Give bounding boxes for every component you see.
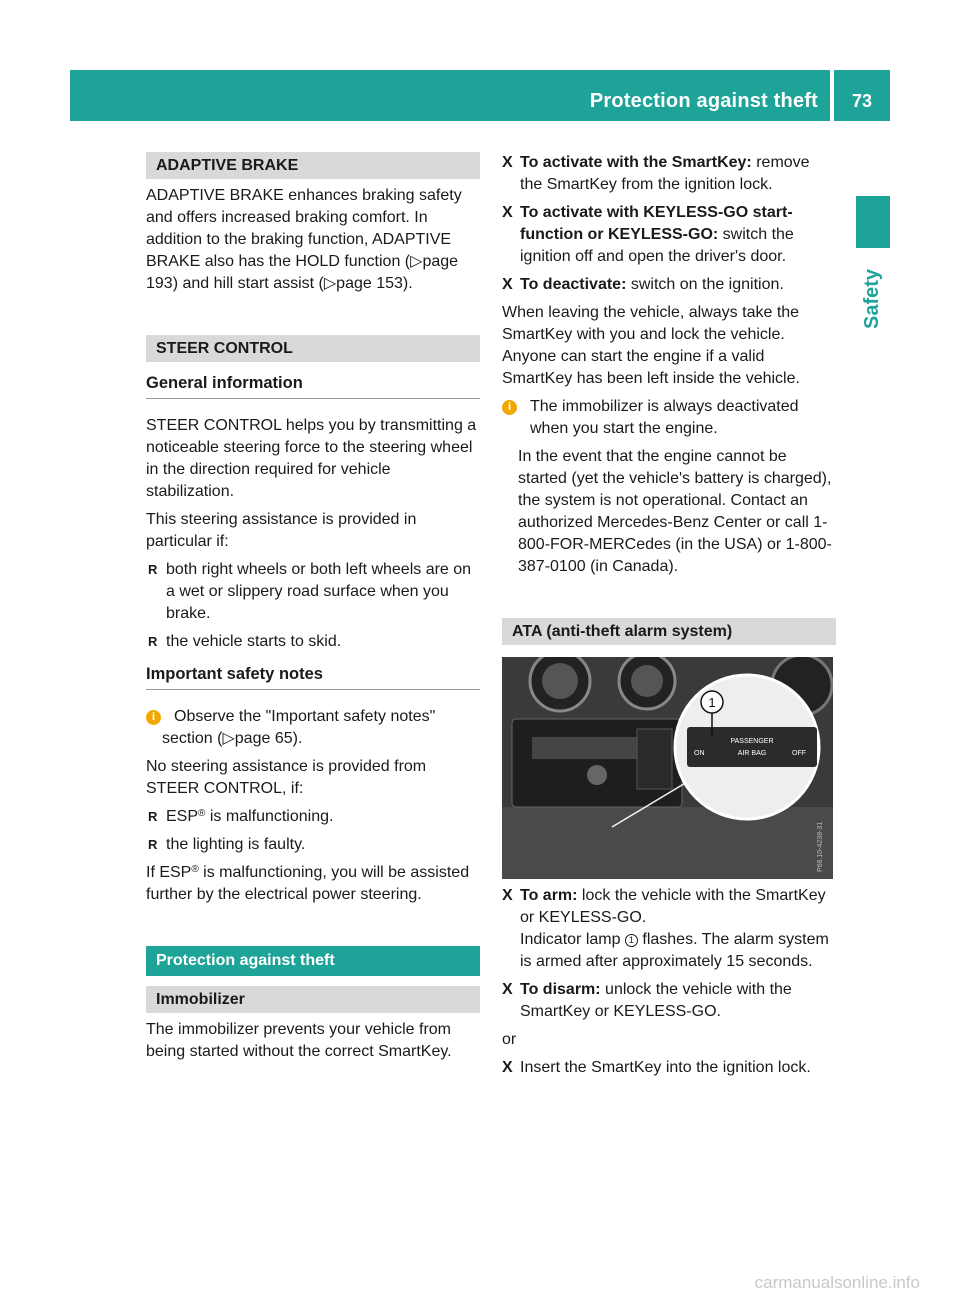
right-column <box>502 152 836 1079</box>
figure-label-on: ON <box>694 750 705 757</box>
leaving-vehicle-body: When leaving the vehicle, always take the SmartKey with you and lock the vehicle. Anyone can start the engine if a valid SmartKey has been left inside the vehicle. <box>502 304 800 387</box>
section-heading-protection-against-theft: Protection against theft <box>146 946 480 976</box>
page-ref-link[interactable]: page 153 <box>336 275 403 292</box>
list-item: R both right wheels or both left wheels are on a wet or slippery road surface when you brake. <box>148 561 472 622</box>
step-arrow-icon: X <box>502 204 513 221</box>
page-number: 73 <box>851 91 873 111</box>
page-ref-link[interactable]: page 65 <box>234 730 293 747</box>
step-arrow-icon: X <box>502 1059 513 1076</box>
step-item: X To arm: lock the vehicle with the SmartKey or KEYLESS-GO. Indicator lamp 1 flashes. The alarm system is armed after approximately 15 seconds. <box>502 887 829 970</box>
left-column <box>146 152 480 1063</box>
list-item: R ESP® is malfunctioning. <box>146 806 480 828</box>
step-item: X To deactivate: switch on the ignition. <box>502 274 836 296</box>
step-arrow-icon: X <box>502 154 513 171</box>
info-note: i The immobilizer is always deactivated when you start the engine. In the event that the engine cannot be started (yet the vehicle's battery is charged), the system is not operational. Contact an authorized Mercedes-Benz Center or call 1-800-FOR-MERCedes (in the USA) or 1-800-387-0100 (in Canada). <box>502 396 836 578</box>
side-tab <box>856 196 890 248</box>
subheading-important-safety-notes: Important safety notes <box>146 663 480 690</box>
figure-code: P68.10-4238-31 <box>817 821 824 872</box>
step-item: X To activate with KEYLESS-GO start-function or KEYLESS-GO: switch the ignition off and open the driver's door. <box>502 204 794 265</box>
step-item: X To disarm: unlock the vehicle with the SmartKey or KEYLESS-GO. <box>502 981 792 1020</box>
no-assist-body: No steering assistance is provided from STEER CONTROL, if: <box>146 758 427 797</box>
ref-arrow-icon: ▷ <box>410 253 423 270</box>
steer-assist-body: This steering assistance is provided in particular if: <box>146 511 417 550</box>
info-icon: i <box>146 710 161 725</box>
or-text: or <box>502 1031 517 1048</box>
page-number-box <box>834 70 890 121</box>
section-heading-steer-control: STEER CONTROL <box>146 335 480 362</box>
steer-control-body: STEER CONTROL helps you by transmitting a noticeable steering force to the steering wheel in the direction required for vehicle stabilization. <box>146 417 477 500</box>
bullet-icon: R <box>148 837 158 852</box>
callout-1: 1 <box>708 695 716 710</box>
section-heading-ata: ATA (anti-theft alarm system) <box>502 618 836 645</box>
callout-ref: 1 <box>625 934 638 947</box>
esp-paragraph: If ESP® is malfunctioning, you will be assisted further by the electrical power steering. <box>146 864 470 903</box>
adaptive-brake-body: ADAPTIVE BRAKE enhances braking safety and offers increased braking comfort. In addition to the braking function, ADAPTIVE BRAKE also has the HOLD function (▷page 193) and hill start assist (▷page 153). <box>146 187 462 292</box>
immobilizer-body: The immobilizer prevents your vehicle from being started without the correct SmartKey. <box>146 1021 452 1060</box>
figure-label-passenger: PASSENGER <box>730 738 774 745</box>
dashboard-illustration <box>502 657 833 879</box>
side-tab-label: Safety <box>861 268 883 330</box>
step-arrow-icon: X <box>502 887 513 904</box>
subheading-general-information: General information <box>146 372 480 399</box>
figure-label-airbag: AIR BAG <box>737 750 767 757</box>
page-ref-link[interactable]: page 193 <box>146 253 459 292</box>
info-icon: i <box>502 400 517 415</box>
bullet-icon: R <box>148 634 158 649</box>
list-item: R the lighting is faulty. <box>146 834 480 856</box>
step-item: X Insert the SmartKey into the ignition lock. <box>502 1057 836 1079</box>
dashboard-figure <box>502 657 833 879</box>
info-note: i Observe the "Important safety notes" section (▷page 65). <box>146 706 480 750</box>
page-title: Protection against theft <box>589 90 818 112</box>
step-item: X To activate with the SmartKey: remove the SmartKey from the ignition lock. <box>502 154 810 193</box>
figure-label-off: OFF <box>792 750 806 757</box>
bullet-icon: R <box>148 809 158 824</box>
step-arrow-icon: X <box>502 276 513 293</box>
bullet-icon: R <box>148 562 158 577</box>
step-arrow-icon: X <box>502 981 513 998</box>
list-item: R the vehicle starts to skid. <box>146 631 480 653</box>
ref-arrow-icon: ▷ <box>222 730 235 747</box>
ref-arrow-icon: ▷ <box>323 275 337 292</box>
watermark: carmanualsonline.info <box>754 1273 920 1292</box>
section-heading-immobilizer: Immobilizer <box>146 986 480 1013</box>
section-heading-adaptive-brake: ADAPTIVE BRAKE <box>146 152 480 179</box>
header-bar <box>70 70 830 121</box>
